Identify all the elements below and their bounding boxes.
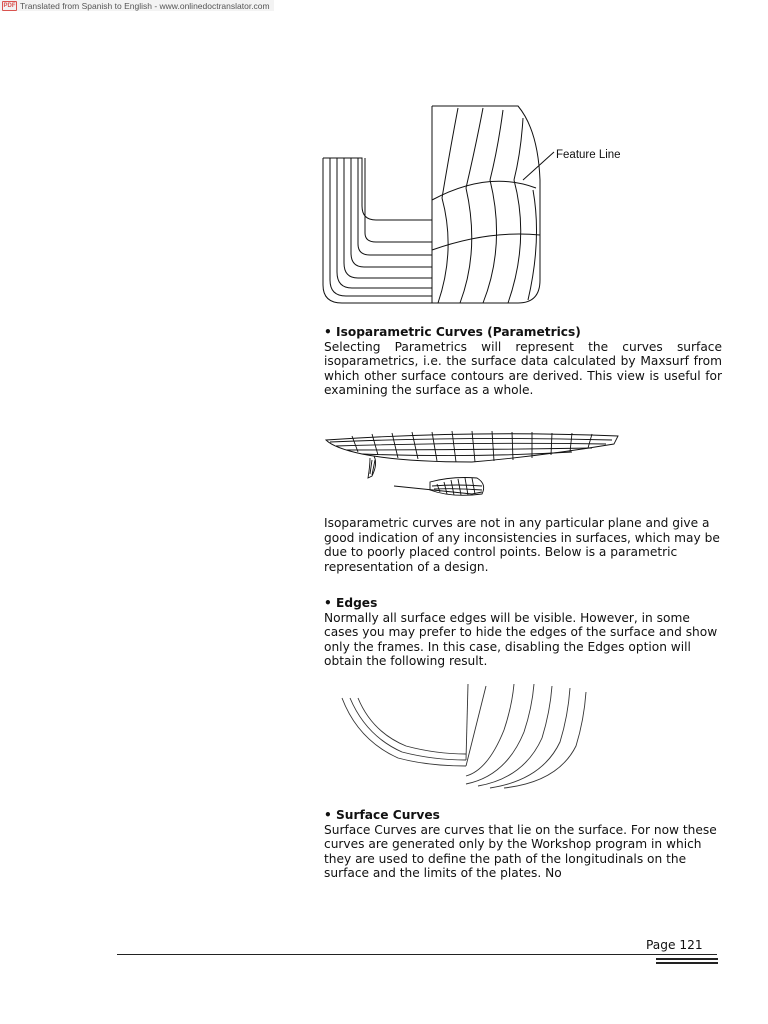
section-heading: • Edges (324, 596, 378, 610)
page-number: Page 121 (646, 938, 703, 952)
translator-banner[interactable] (0, 0, 274, 11)
body-plan-figure (318, 100, 638, 312)
footer-double-rule-bottom (656, 962, 718, 964)
section-body: Surface Curves are curves that lie on the surface. For now these curves are generated only by the Workshop program in which they are used to define the path of the longitudinals on the surface and the limits of the plates. No (324, 822, 717, 880)
paragraph-isoparametric (324, 516, 722, 574)
footer-double-rule-top (656, 958, 718, 960)
frames-no-edges-figure (338, 680, 592, 792)
section-parametrics (324, 325, 722, 398)
footer-rule (117, 954, 717, 955)
section-heading: • Surface Curves (324, 808, 440, 822)
translator-banner-text[interactable]: Translated from Spanish to English - www.onlinedoctranslator.com (20, 0, 270, 11)
section-heading: • Isoparametric Curves (Parametrics) (324, 325, 581, 339)
parametric-hull-figure (322, 428, 624, 504)
section-edges (324, 596, 722, 669)
feature-line-label: Feature Line (556, 149, 621, 161)
section-body: Normally all surface edges will be visible. However, in some cases you may prefer to hide the edges of the surface and show only the frames. In this case, disabling the Edges option will obtain the following result. (324, 610, 718, 668)
section-body: Selecting Parametrics will represent the curves surface isoparametrics, i.e. the surface data calculated by Maxsurf from which other surface contours are derived. This view is useful for examining the surface as a whole. (324, 339, 722, 397)
translator-logo-icon: PDF (3, 2, 16, 9)
section-surface-curves (324, 808, 722, 881)
paragraph-isoparametric-text: Isoparametric curves are not in any particular plane and give a good indication of any inconsistencies in surfaces, which may be due to poorly placed control points. Below is a parametric representation of a design. (324, 516, 720, 574)
